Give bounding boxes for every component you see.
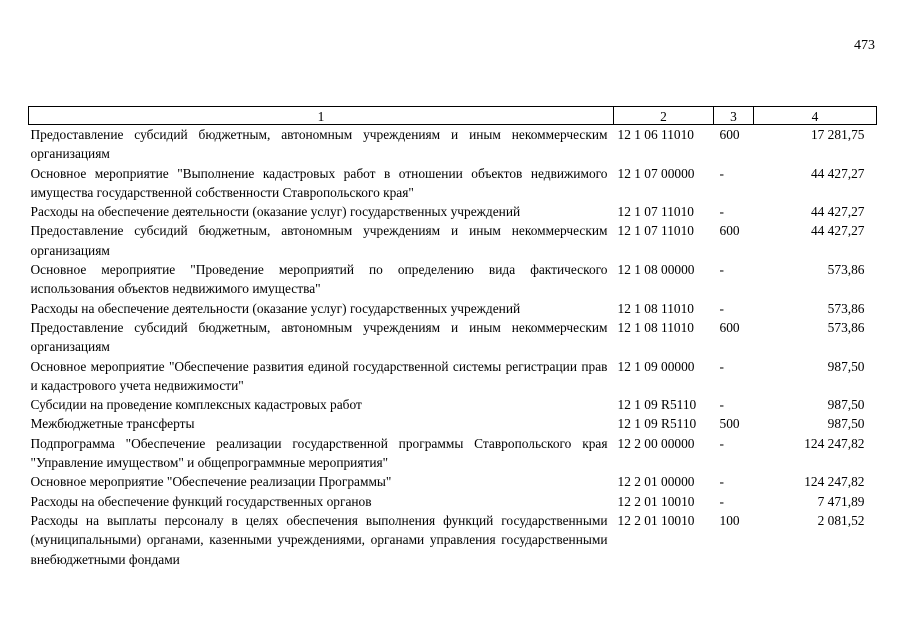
row-name: Основное мероприятие "Проведение мероприятий по определению вида фактического использования объектов недвижимого имущества" [30,262,608,297]
row-type: - [719,300,724,316]
row-code: 12 1 07 11010 [617,223,694,239]
row-type: 600 [719,127,740,142]
row-amount: 573,86 [827,319,865,335]
row-type: - [719,358,724,374]
row-code: 12 2 00 00000 [617,435,695,451]
row-code: 12 1 09 R5110 [617,397,697,413]
row-amount: 17 281,75 [810,127,865,142]
row-amount: 573,86 [827,300,865,316]
header-col-4: 4 [754,107,877,125]
row-name: Предоставление субсидий бюджетным, автономным учреждениям и иным некоммерческим организациям [30,127,608,162]
table-row [29,202,877,221]
row-type: 100 [719,512,740,528]
row-amount: 573,86 [827,262,865,278]
table-row [29,221,877,260]
table-row [29,299,877,318]
row-name: Расходы на выплаты персоналу в целях обеспечения выполнения функций государственными (муниципальными) органами, казенными учреждениями, органами управления государственными внебюджетными фондами [30,512,608,567]
table-row [29,511,877,569]
row-type: - [719,397,724,413]
row-name: Основное мероприятие "Выполнение кадастровых работ в отношении объектов недвижимого имущества государственной собственности Ставропольского края" [30,165,608,200]
page-number: 473 [854,38,875,53]
table-row [29,164,877,203]
row-type: 500 [719,416,740,432]
row-name: Расходы на обеспечение деятельности (оказание услуг) государственных учреждений [30,300,521,316]
table-row [29,260,877,299]
row-code: 12 1 08 00000 [617,262,695,278]
table-row [29,357,877,396]
row-name: Предоставление субсидий бюджетным, автономным учреждениям и иным некоммерческим организациям [30,319,608,355]
row-type: - [719,262,724,278]
row-type: - [719,165,724,181]
row-code: 12 1 08 11010 [617,300,694,316]
row-amount: 44 427,27 [810,165,865,181]
table-row [29,414,877,433]
row-amount: 124 247,82 [804,474,865,490]
row-name: Основное мероприятие "Обеспечение развития единой государственной системы регистрации прав и кадастрового учета недвижимости" [30,358,608,393]
row-code: 12 2 01 10010 [617,493,695,509]
row-code: 12 1 06 11010 [617,127,694,142]
row-type: - [719,204,724,220]
table-row [29,125,877,164]
row-code: 12 2 01 00000 [617,474,695,490]
row-type: - [719,493,724,509]
row-name: Подпрограмма "Обеспечение реализации государственной программы Ставропольского края "Управление имуществом" и общепрограммные мероприятия" [30,435,608,471]
row-amount: 987,50 [827,416,865,432]
header-col-1: 1 [29,107,614,125]
table-row [29,318,877,357]
row-type: - [719,474,724,490]
row-amount: 987,50 [827,358,865,374]
table-row [29,434,877,473]
row-amount: 7 471,89 [817,493,865,509]
header-col-2: 2 [614,107,714,125]
row-name: Расходы на обеспечение деятельности (оказание услуг) государственных учреждений [30,204,521,220]
row-name: Субсидии на проведение комплексных кадастровых работ [30,397,362,413]
row-name: Расходы на обеспечение функций государственных органов [30,493,372,509]
header-row [29,107,877,125]
row-type: 600 [719,223,740,239]
row-amount: 987,50 [827,397,865,413]
row-code: 12 1 07 00000 [617,165,695,181]
budget-table [28,106,877,569]
row-amount: 124 247,82 [804,435,865,451]
row-amount: 44 427,27 [810,223,865,239]
row-code: 12 2 01 10010 [617,512,695,528]
row-amount: 2 081,52 [817,512,865,528]
table-row [29,395,877,414]
row-code: 12 1 09 00000 [617,358,695,374]
row-code: 12 1 07 11010 [617,204,694,220]
table-row [29,492,877,511]
row-name: Межбюджетные трансферты [30,416,195,432]
row-name: Основное мероприятие "Обеспечение реализации Программы" [30,474,392,490]
table-row [29,472,877,491]
row-name: Предоставление субсидий бюджетным, автономным учреждениям и иным некоммерческим организациям [30,223,608,258]
row-code: 12 1 08 11010 [617,319,694,335]
row-type: - [719,435,724,451]
row-type: 600 [719,319,740,335]
header-col-3: 3 [714,107,754,125]
row-amount: 44 427,27 [810,204,865,220]
row-code: 12 1 09 R5110 [617,416,697,432]
